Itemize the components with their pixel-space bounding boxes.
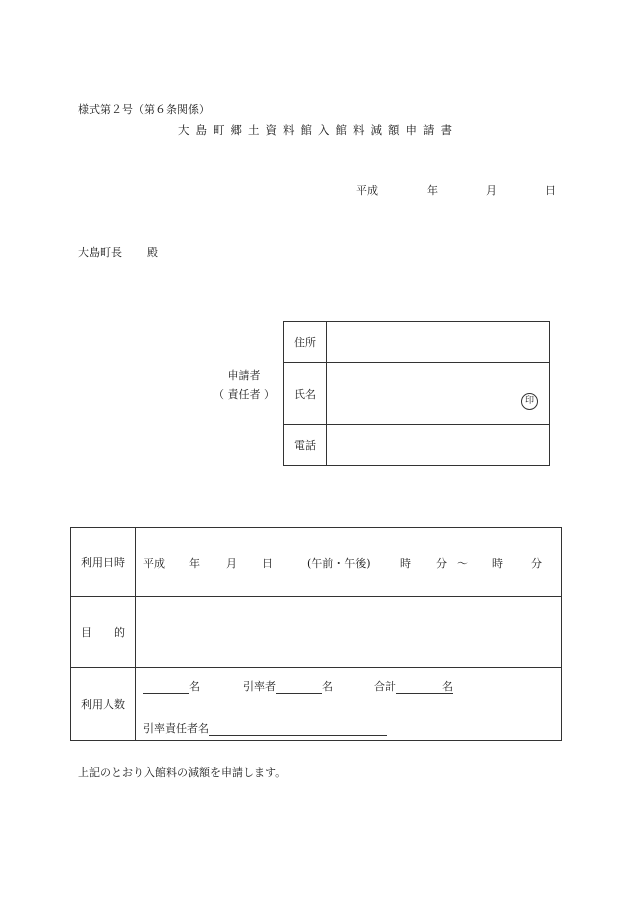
addressee xyxy=(78,244,158,260)
usage-table xyxy=(70,527,562,741)
leader-blank[interactable] xyxy=(276,681,322,694)
leader-label: 引率者 xyxy=(243,680,276,693)
dt-minute-start: 分 xyxy=(436,557,447,570)
leader-name-blank[interactable] xyxy=(209,723,387,736)
total-label: 合計 xyxy=(374,680,396,693)
address-field[interactable] xyxy=(327,322,550,363)
purpose-label: 目 的 xyxy=(71,597,136,668)
applicant-label xyxy=(213,366,275,404)
total-unit: 名 xyxy=(442,680,453,693)
persons-blank[interactable] xyxy=(143,681,189,694)
dt-hour-end: 時 xyxy=(492,557,503,570)
name-field[interactable] xyxy=(327,363,550,425)
purpose-field[interactable] xyxy=(136,597,562,668)
date-year-label: 年 xyxy=(427,184,438,197)
leader-name-label: 引率責任者名 xyxy=(143,722,209,735)
date-era: 平成 xyxy=(356,184,378,197)
dt-day-label: 日 xyxy=(262,557,273,570)
datetime-label: 利用日時 xyxy=(71,528,136,597)
datetime-field[interactable] xyxy=(136,528,562,597)
dt-ampm: (午前・午後) xyxy=(307,557,371,570)
addressee-honorific: 殿 xyxy=(147,246,158,259)
total-blank[interactable] xyxy=(396,681,442,694)
dt-minute-end: 分 xyxy=(531,557,542,570)
footer-text: 上記のとおり入館料の減額を申請します。 xyxy=(78,766,287,779)
applicant-table xyxy=(283,321,550,466)
applicant-label-line1: 申請者 xyxy=(227,369,261,382)
dt-hour-start: 時 xyxy=(400,557,411,570)
form-number: 様式第２号（第６条関係） xyxy=(78,103,210,116)
addressee-name: 大島町長 xyxy=(78,246,122,259)
count-label: 利用人数 xyxy=(71,668,136,741)
date-day-label: 日 xyxy=(545,184,556,197)
name-label: 氏名 xyxy=(284,363,327,425)
persons-unit: 名 xyxy=(189,680,200,693)
date-month-label: 月 xyxy=(486,184,497,197)
leader-unit: 名 xyxy=(322,680,333,693)
phone-label: 電話 xyxy=(284,425,327,466)
applicant-label-line2: （ 責任者 ） xyxy=(213,388,275,401)
phone-field[interactable] xyxy=(327,425,550,466)
dt-year-label: 年 xyxy=(189,557,200,570)
dt-era: 平成 xyxy=(143,557,165,570)
document-title: 大島町郷土資料館入館料減額申請書 xyxy=(178,123,458,137)
count-field[interactable] xyxy=(136,668,562,741)
seal-mark-icon: 印 xyxy=(521,393,538,410)
address-label: 住所 xyxy=(284,322,327,363)
dt-month-label: 月 xyxy=(226,557,237,570)
dt-tilde: ～ xyxy=(457,557,468,570)
